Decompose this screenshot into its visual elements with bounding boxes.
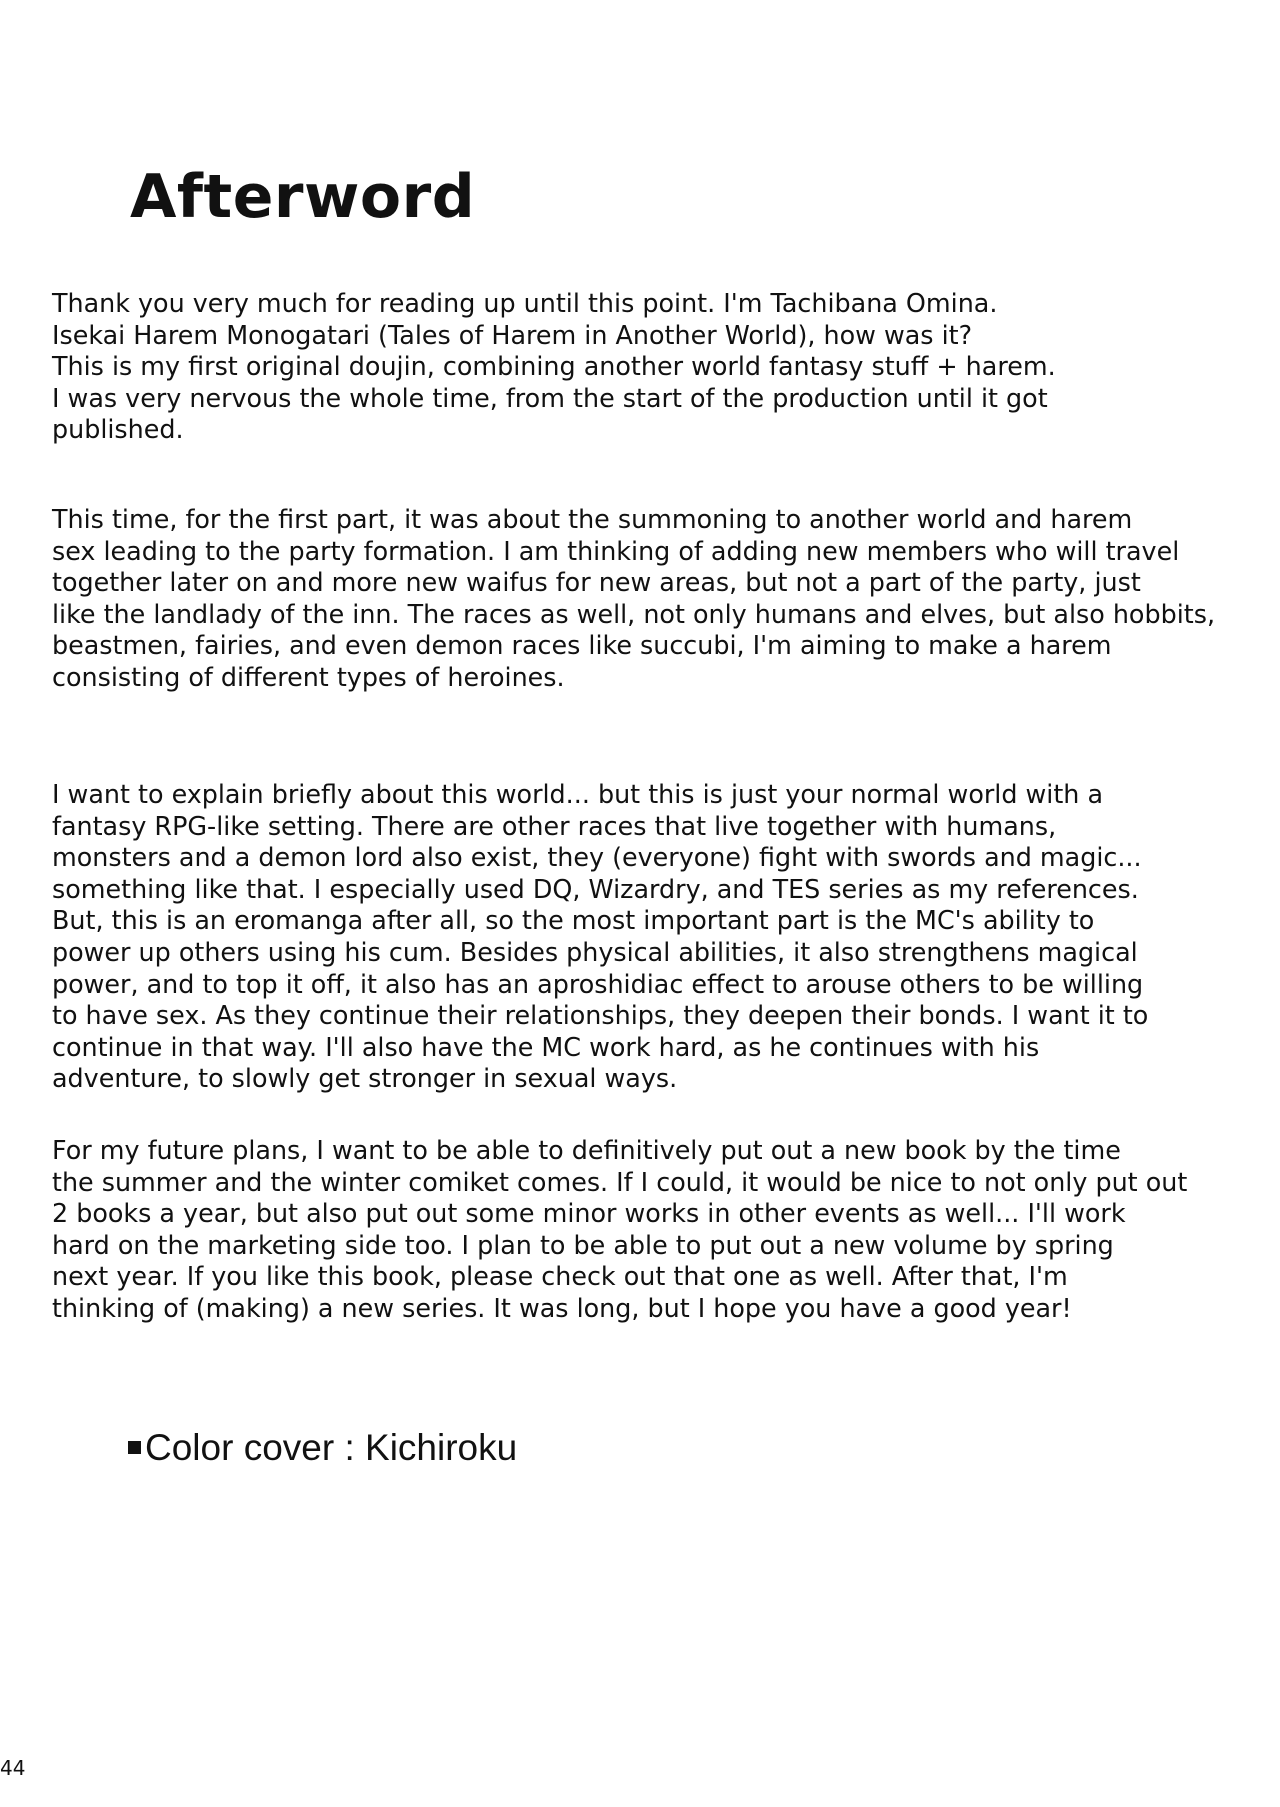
- text-line: to have sex. As they continue their relationships, they deepen their bonds. I want it to: [52, 1000, 1149, 1031]
- text-line: like the landlady of the inn. The races as well, not only humans and elves, but also hobbits,: [52, 598, 1216, 629]
- page-title: Afterword: [130, 162, 476, 232]
- text-line: thinking of (making) a new series. It was long, but I hope you have a good year!: [52, 1292, 1072, 1323]
- text-line: consisting of different types of heroines.: [52, 661, 565, 692]
- text-line: monsters and a demon lord also exist, they (everyone) fight with swords and magic...: [52, 842, 1142, 873]
- text-line: Isekai Harem Monogatari (Tales of Harem in Another World), how was it?: [52, 319, 973, 350]
- text-line: power, and to top it off, it also has an aproshidiac effect to arouse others to be willing: [52, 968, 1144, 999]
- text-line: 2 books a year, but also put out some minor works in other events as well... I'll work: [52, 1198, 1126, 1229]
- text-line: published.: [52, 414, 184, 445]
- afterword-paragraph-1: [52, 288, 1262, 446]
- text-line: sex leading to the party formation. I am thinking of adding new members who will travel: [52, 535, 1180, 566]
- text-line: the summer and the winter comiket comes. If I could, it would be nice to not only put out: [52, 1166, 1188, 1197]
- text-line: beastmen, fairies, and even demon races like succubi, I'm aiming to make a harem: [52, 630, 1112, 661]
- afterword-paragraph-4: [52, 1135, 1262, 1325]
- text-line: something like that. I especially used DQ, Wizardry, and TES series as my references.: [52, 873, 1139, 904]
- text-line: This time, for the first part, it was about the summoning to another world and harem: [52, 504, 1133, 534]
- text-line: But, this is an eromanga after all, so the most important part is the MC's ability to: [52, 905, 1095, 936]
- afterword-paragraph-2: [52, 504, 1262, 694]
- square-bullet-icon: [128, 1441, 141, 1454]
- text-line: For my future plans, I want to be able to definitively put out a new book by the time: [52, 1135, 1121, 1165]
- text-line: continue in that way. I'll also have the MC work hard, as he continues with his: [52, 1031, 1040, 1062]
- page-number: 44: [0, 1756, 26, 1780]
- text-line: adventure, to slowly get stronger in sexual ways.: [52, 1063, 678, 1094]
- text-line: I want to explain briefly about this world... but this is just your normal world with a: [52, 779, 1104, 809]
- text-line: I was very nervous the whole time, from the start of the production until it got: [52, 382, 1048, 413]
- text-line: together later on and more new waifus for new areas, but not a part of the party, just: [52, 567, 1141, 598]
- text-line: hard on the marketing side too. I plan to be able to put out a new volume by spring: [52, 1229, 1114, 1260]
- text-line: power up others using his cum. Besides physical abilities, it also strengthens magical: [52, 936, 1138, 967]
- text-line: This is my first original doujin, combining another world fantasy stuff + harem.: [52, 351, 1056, 382]
- text-line: Thank you very much for reading up until this point. I'm Tachibana Omina.: [52, 288, 998, 318]
- text-line: next year. If you like this book, please check out that one as well. After that, I'm: [52, 1261, 1068, 1292]
- credit-text: Color cover : Kichiroku: [145, 1427, 518, 1468]
- cover-credit: [128, 1427, 517, 1469]
- text-line: fantasy RPG-like setting. There are other races that live together with humans,: [52, 810, 1057, 841]
- afterword-paragraph-3: [52, 779, 1262, 1095]
